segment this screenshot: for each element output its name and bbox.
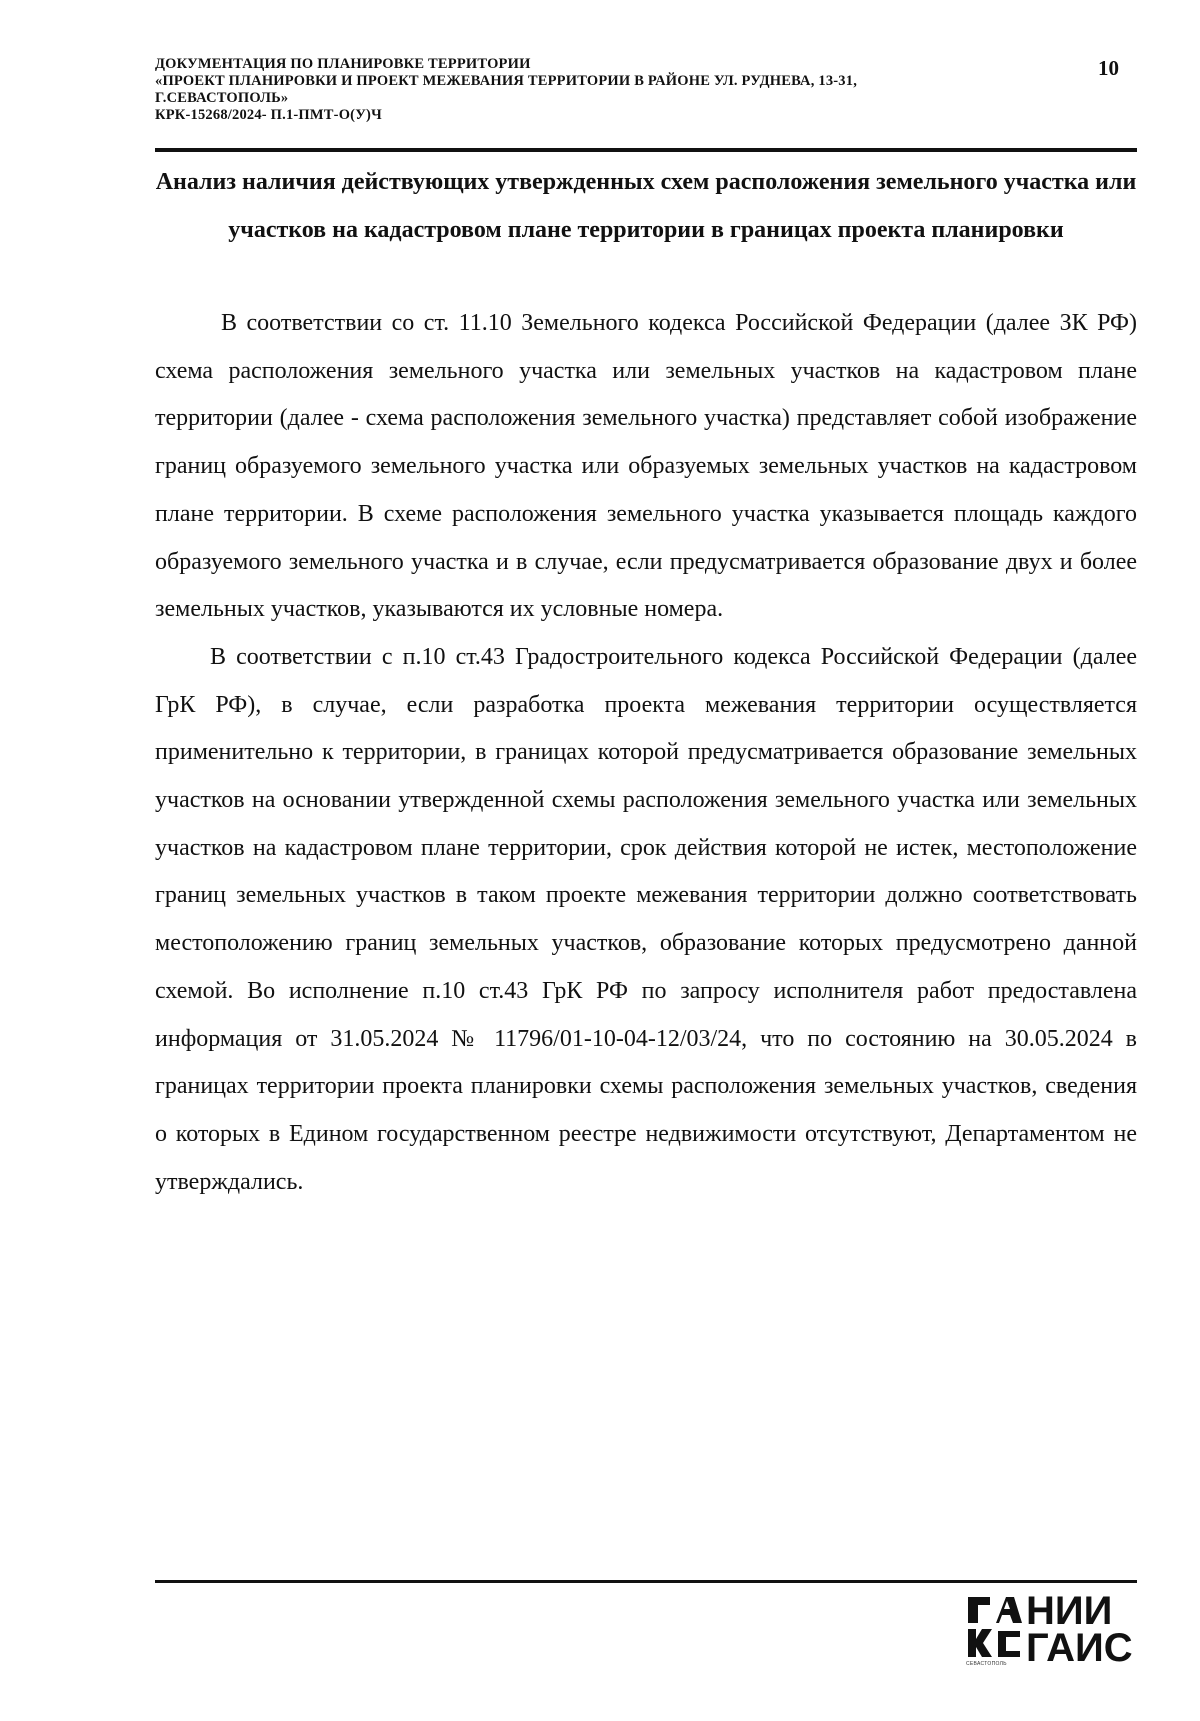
logo-text-nii: НИИ <box>1026 1589 1113 1633</box>
paragraph-2: В соответствии с п.10 ст.43 Градостроительного кодекса Российской Федерации (далее ГрК РФ), в случае, если разработка проекта межевания территории осуществляется применительно к территории, в границах которой предусматривается образование земельных участков на основании утвержденной схемы расположения земельного участка или земельных участков на кадастровом плане территории, срок действия которой не истек, местоположение границ земельных участков в таком проекте межевания территории должно соответствовать местоположению границ земельных участков, образование которых предусмотрено данной схемой. Во исполнение п.10 ст.43 ГрК РФ по запросу исполнителя работ предоставлена информация от 31.05.2024 № 11796/01-10-04-12/03/24, что по состоянию на 30.05.2024 в границах территории проекта планировки схемы расположения земельных участков, сведения о которых в Едином государственном реестре недвижимости отсутствуют, Департаментом не утверждались. <box>155 643 1137 1195</box>
paragraph-1: В соответствии со ст. 11.10 Земельного кодекса Российской Федерации (далее ЗК РФ) схема расположения земельного участка или земельных участков на кадастровом плане территории (далее - схема расположения земельного участка) представляет собой изображение границ образуемого земельного участка или образуемых земельных участков на кадастровом плане территории. В схеме расположения земельного участка указывается площадь каждого образуемого земельного участка и в случае, если предусматривается образование двух и более земельных участков, указываются их условные номера. <box>155 310 1137 623</box>
body-text <box>155 300 1137 1206</box>
logo-emblem-icon <box>966 1593 1022 1661</box>
header-line-4: КРК-15268/2024- П.1-ПМТ-О(У)Ч <box>155 107 382 123</box>
header-line-2: «ПРОЕКТ ПЛАНИРОВКИ И ПРОЕКТ МЕЖЕВАНИЯ ТЕРРИТОРИИ В РАЙОНЕ УЛ. РУДНЕВА, 13-31, <box>155 73 858 89</box>
header-line-3: Г.СЕВАСТОПОЛЬ» <box>155 90 289 106</box>
header-divider <box>155 148 1137 152</box>
logo-text-gais: ГАИС <box>1026 1626 1133 1670</box>
section-title: Анализ наличия действующих утвержденных схем расположения земельного участка или участков на кадастровом плане территории в границах проекта планировки <box>155 169 1137 243</box>
document-header <box>155 56 1055 124</box>
logo-city: СЕВАСТОПОЛЬ <box>966 1661 1007 1667</box>
header-line-1: ДОКУМЕНТАЦИЯ ПО ПЛАНИРОВКЕ ТЕРРИТОРИИ <box>155 56 531 72</box>
nii-gais-logo <box>966 1589 1141 1670</box>
footer-divider <box>155 1580 1137 1583</box>
page-number: 10 <box>1098 56 1119 80</box>
